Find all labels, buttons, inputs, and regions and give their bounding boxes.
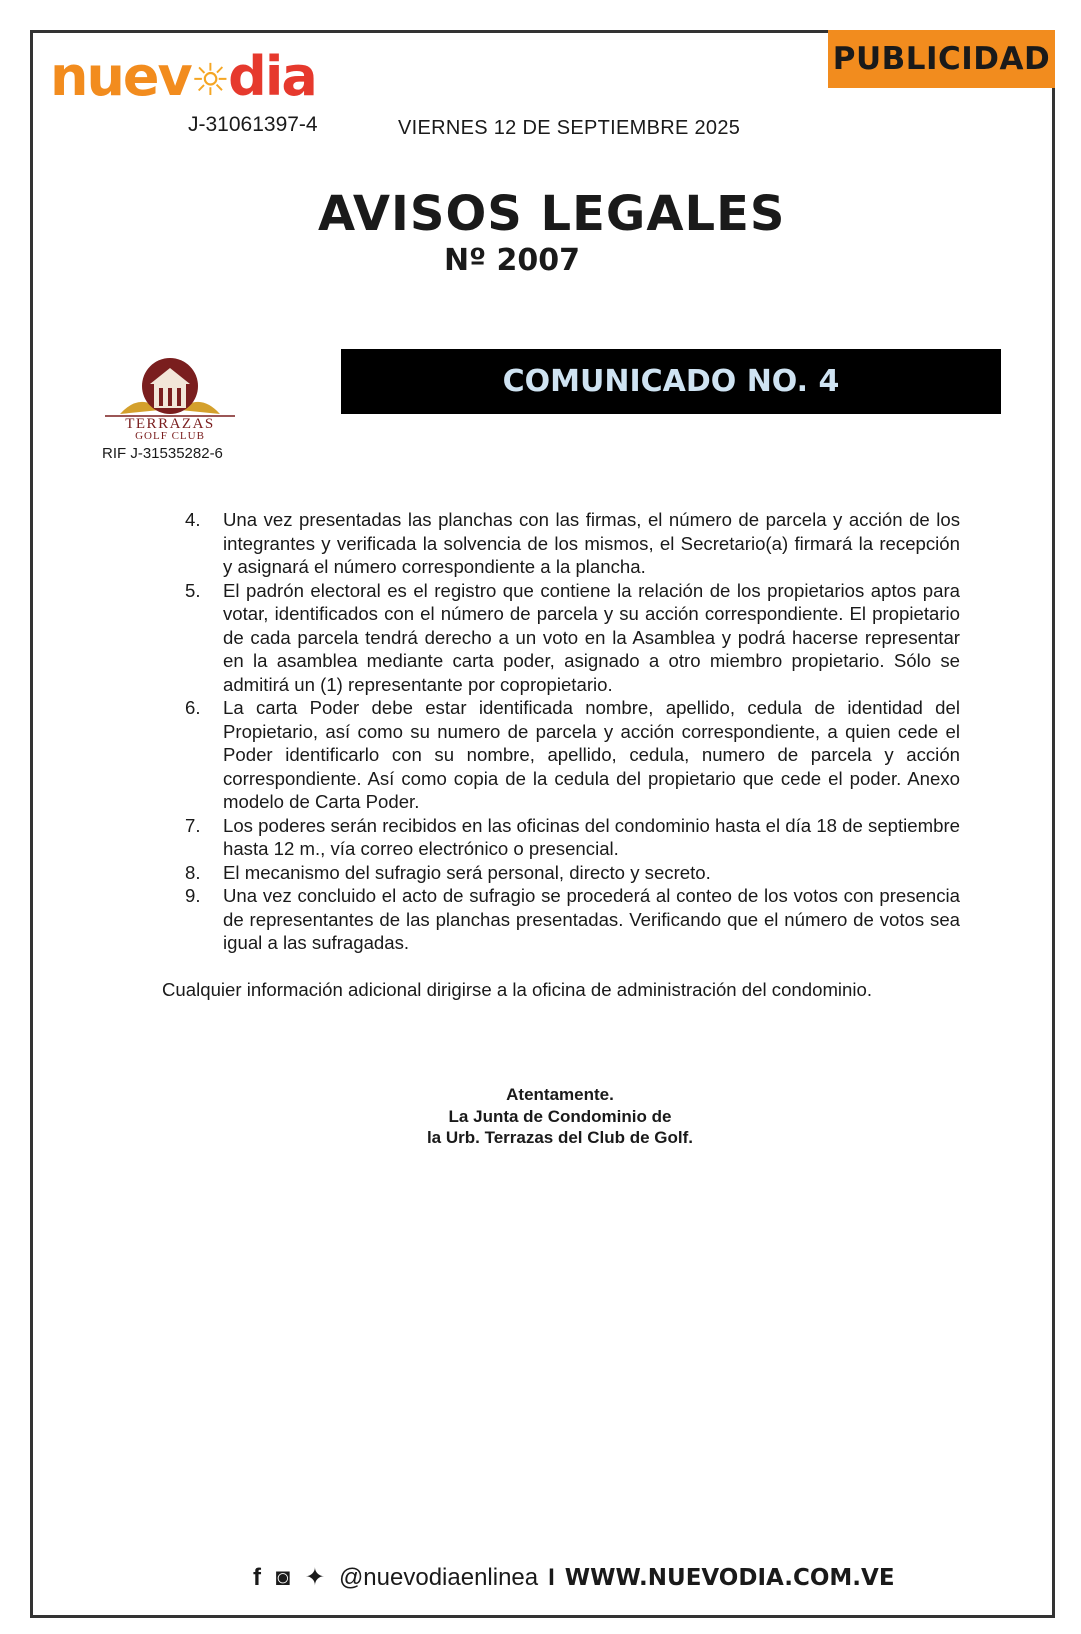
item-text: Una vez presentadas las planchas con las firmas, el número de parcela y acción de los integrantes y verificada la solvencia de los mismos, el Secretario(a) firmará la recepción y asignará el número correspondiente a la plancha. — [223, 509, 960, 577]
announcement-list — [185, 508, 960, 955]
sun-icon: ☼ — [190, 55, 229, 106]
club-rif: RIF J-31535282-6 — [102, 445, 223, 462]
item-number: 6. — [185, 697, 201, 718]
item-text: La carta Poder debe estar identificada nombre, apellido, cedula de identidad del Propietario, así como su numero de parcela y acción correspondiente, a quien cede el Poder identificarlo con su nombre, apellido, cedula, numero de parcela y acción correspondiente. Así como copia de la cedula del propietario que cede el poder. Anexo modelo de Carta Poder. — [223, 697, 960, 812]
list-item — [185, 508, 960, 579]
item-text: Los poderes serán recibidos en las oficinas del condominio hasta el día 18 de septiembre hasta 12 m., vía correo electrónico o presencial. — [223, 814, 960, 859]
page-footer — [253, 1563, 895, 1592]
item-number: 9. — [185, 885, 201, 906]
logo-suffix: dia — [228, 45, 316, 108]
item-number: 4. — [185, 509, 201, 530]
newspaper-rif: J-31061397-4 — [188, 113, 318, 136]
item-number: 5. — [185, 579, 201, 601]
edition-number: Nº 2007 — [444, 243, 580, 278]
social-handle[interactable]: @nuevodiaenlinea — [338, 1563, 539, 1591]
signature-line: Atentamente. — [506, 1085, 614, 1104]
section-tag: PUBLICIDAD — [828, 30, 1055, 88]
signature-line: La Junta de Condominio de — [448, 1106, 672, 1126]
list-item — [185, 696, 960, 814]
announcement-banner: COMUNICADO NO. 4 — [341, 349, 1001, 414]
list-item — [185, 579, 960, 697]
signature-block — [330, 1084, 790, 1149]
list-item — [185, 861, 960, 885]
publication-date: VIERNES 12 DE SEPTIEMBRE 2025 — [398, 117, 741, 139]
list-item — [185, 814, 960, 861]
club-subtitle: GOLF CLUB — [135, 430, 205, 442]
website-link[interactable]: WWW.NUEVODIA.COM.VE — [564, 1564, 895, 1591]
item-text: El padrón electoral es el registro que contiene la relación de los propietarios aptos para votar, identificados con el número de parcela y su acción correspondiente. El propietario de cada parcela tendrá derecho a un voto en la Asamblea y podrá hacerse representar en la asamblea mediante carta poder, asignado a otro miembro propietario. Sólo se admitirá un (1) representante por copropietario. — [223, 579, 960, 695]
signature-line: la Urb. Terrazas del Club de Golf. — [426, 1128, 694, 1147]
club-name: TERRAZAS — [125, 416, 215, 432]
list-item — [185, 884, 960, 955]
footer-separator: I — [548, 1563, 555, 1591]
page-title: AVISOS LEGALES — [318, 186, 786, 242]
logo-prefix: nuev — [50, 45, 191, 108]
item-text: Una vez concluido el acto de sufragio se procederá al conteo de los votos con presencia de representantes de las planchas presentadas. Verificando que el número de votos sea igual a las sufragadas. — [223, 885, 960, 953]
item-number: 8. — [185, 861, 201, 883]
newspaper-logo — [50, 45, 316, 108]
item-number: 7. — [185, 814, 201, 836]
social-icons: f ◙ ✦ — [253, 1564, 329, 1591]
item-text: El mecanismo del sufragio será personal, directo y secreto. — [223, 861, 711, 883]
closing-note: Cualquier información adicional dirigirse a la oficina de administración del condominio. — [162, 979, 873, 1000]
